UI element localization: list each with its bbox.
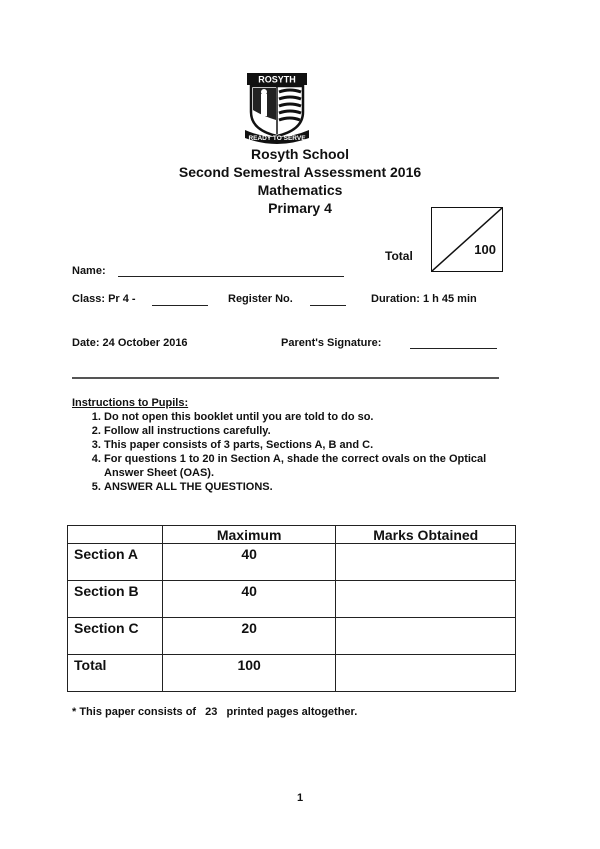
class-line[interactable] — [152, 305, 208, 306]
table-header-cell: Maximum — [162, 526, 336, 544]
name-label: Name: — [72, 265, 106, 277]
section-name-cell: Section A — [68, 544, 163, 581]
register-label: Register No. — [228, 293, 293, 305]
maximum-cell: 40 — [162, 581, 336, 618]
section-name-cell: Section C — [68, 618, 163, 655]
total-box-diagonal — [432, 208, 502, 271]
pages-note-suffix: printed pages altogether. — [226, 706, 358, 718]
duration-text: Duration: 1 h 45 min — [371, 293, 477, 305]
instruction-item: 2. Follow all instructions carefully. — [104, 424, 522, 438]
subject-title: Mathematics — [257, 182, 343, 198]
assessment-title: Second Semestral Assessment 2016 — [178, 164, 422, 180]
table-row — [68, 655, 516, 692]
marks-obtained-cell[interactable] — [336, 618, 516, 655]
total-label: Total — [385, 249, 413, 263]
table-row — [68, 618, 516, 655]
register-line[interactable] — [310, 305, 346, 306]
marks-obtained-cell[interactable] — [336, 581, 516, 618]
instructions — [72, 396, 522, 494]
maximum-cell: 100 — [162, 655, 336, 692]
parent-signature-label: Parent's Signature: — [281, 337, 382, 349]
section-name-cell: Total — [68, 655, 163, 692]
school-crest-logo — [243, 72, 311, 144]
pages-note — [72, 706, 357, 718]
instruction-item: 3. This paper consists of 3 parts, Sections A, B and C. — [104, 438, 522, 452]
instruction-item: 1. Do not open this booklet until you are told to do so. — [104, 410, 522, 424]
table-header-cell: Marks Obtained — [336, 526, 516, 544]
total-max-value: 100 — [474, 242, 496, 257]
total-score-box — [431, 207, 503, 272]
separator-rule — [72, 377, 499, 379]
date-text: Date: 24 October 2016 — [72, 337, 188, 349]
maximum-cell: 40 — [162, 544, 336, 581]
instructions-list — [72, 410, 522, 494]
page-number: 1 — [296, 792, 304, 804]
instruction-item: 5. ANSWER ALL THE QUESTIONS. — [104, 480, 522, 494]
marks-table — [67, 525, 516, 692]
marks-obtained-cell[interactable] — [336, 544, 516, 581]
parent-signature-line[interactable] — [410, 348, 497, 349]
table-header-cell — [68, 526, 163, 544]
page-count: 23 — [205, 706, 218, 718]
instruction-item: 4. For questions 1 to 20 in Section A, shade the correct ovals on the Optical Answer Sheet (OAS). — [104, 452, 499, 480]
instructions-heading: Instructions to Pupils: — [72, 397, 189, 409]
section-name-cell: Section B — [68, 581, 163, 618]
svg-text:READY TO SERVE: READY TO SERVE — [248, 135, 306, 142]
pages-note-prefix: * This paper consists of — [72, 706, 197, 718]
class-label: Class: Pr 4 - — [72, 293, 136, 305]
table-row — [68, 581, 516, 618]
table-header-row — [68, 526, 516, 544]
name-line[interactable] — [118, 276, 344, 277]
marks-obtained-cell[interactable] — [336, 655, 516, 692]
table-row — [68, 544, 516, 581]
maximum-cell: 20 — [162, 618, 336, 655]
level-title: Primary 4 — [268, 200, 332, 216]
svg-text:ROSYTH: ROSYTH — [258, 74, 296, 85]
school-name: Rosyth School — [250, 146, 349, 162]
